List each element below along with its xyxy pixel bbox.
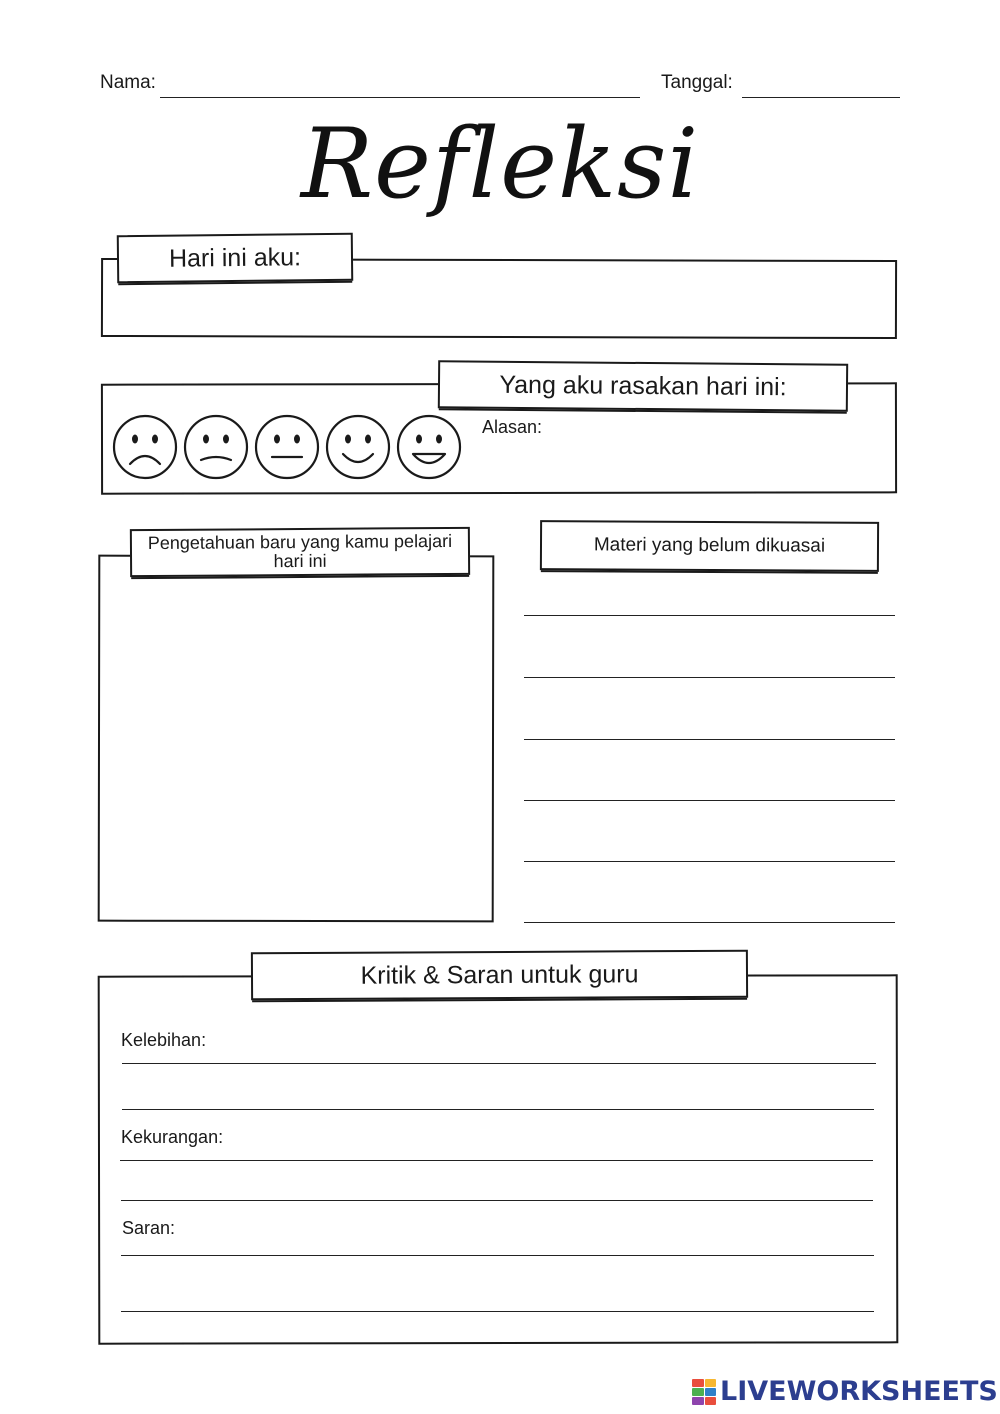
weaknesses-line-2[interactable] — [121, 1200, 873, 1201]
not-mastered-line-2[interactable] — [524, 677, 895, 678]
reason-input-area[interactable] — [545, 418, 885, 480]
liveworksheets-logo-icon — [692, 1379, 716, 1405]
weaknesses-label: Kekurangan: — [121, 1127, 224, 1147]
not-mastered-tab — [540, 520, 879, 572]
liveworksheets-logo-text: LIVEWORKSHEETS — [720, 1376, 998, 1407]
not-mastered-line-3[interactable] — [524, 739, 895, 740]
strengths-line-1[interactable] — [122, 1063, 876, 1064]
not-mastered-line-5[interactable] — [524, 861, 895, 862]
knowledge-label: Pengetahuan baru yang kamu pelajari hari ini — [147, 531, 453, 572]
liveworksheets-logo — [692, 1376, 998, 1407]
not-mastered-line-4[interactable] — [524, 800, 895, 801]
grin-face-icon[interactable] — [396, 414, 462, 480]
neutral-face-icon[interactable] — [254, 414, 320, 480]
name-label: Nama: — [100, 72, 156, 93]
page-title: Refleksi — [300, 108, 700, 220]
critique-tab — [251, 950, 748, 1001]
not-mastered-line-1[interactable] — [524, 615, 895, 616]
reason-label: Alasan: — [482, 417, 543, 437]
suggestion-line-2[interactable] — [121, 1311, 874, 1312]
date-label: Tanggal: — [661, 72, 733, 93]
not-mastered-label: Materi yang belum dikuasai — [593, 534, 826, 557]
feelings-label: Yang aku rasakan hari ini: — [499, 370, 787, 402]
suggestion-label: Saran: — [122, 1218, 176, 1238]
knowledge-tab — [130, 527, 470, 577]
feelings-tab — [438, 360, 848, 412]
unhappy-face-icon[interactable] — [183, 414, 249, 480]
strengths-label: Kelebihan: — [121, 1030, 207, 1050]
date-input-line[interactable] — [742, 97, 900, 98]
knowledge-box[interactable] — [98, 555, 495, 923]
sad-face-icon[interactable] — [112, 414, 178, 480]
strengths-line-2[interactable] — [122, 1109, 874, 1110]
smile-face-icon[interactable] — [325, 414, 391, 480]
today-label: Hari ini aku: — [168, 243, 302, 273]
today-tab — [117, 233, 353, 283]
not-mastered-line-6[interactable] — [524, 922, 895, 923]
name-input-line[interactable] — [160, 97, 640, 98]
suggestion-line-1[interactable] — [121, 1255, 874, 1256]
critique-label: Kritik & Saran untuk guru — [360, 960, 639, 990]
weaknesses-line-1[interactable] — [120, 1160, 873, 1161]
